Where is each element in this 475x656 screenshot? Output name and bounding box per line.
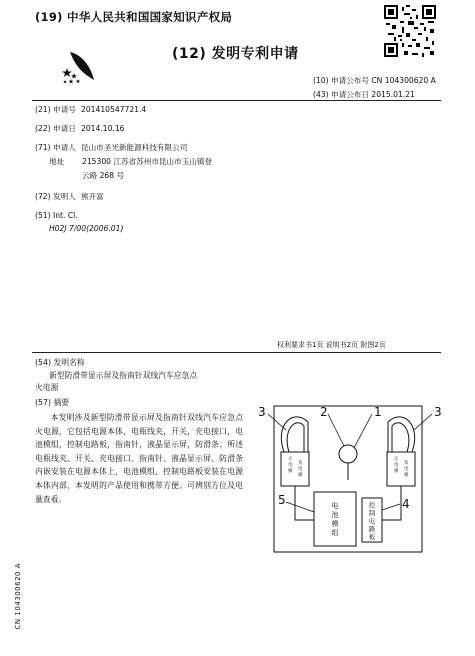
middle-divider <box>32 352 441 353</box>
callout-4: 4 <box>402 497 410 511</box>
field-label: (22) 申请日 <box>35 124 76 133</box>
field-label: 地址 <box>49 157 65 166</box>
right-clip-label-4: 电 <box>404 467 409 472</box>
invention-title-line-2: 火电源 <box>35 383 59 392</box>
device-diagram <box>248 400 452 556</box>
left-battery-clip <box>281 452 309 486</box>
right-clip-label-5: 极 <box>404 473 409 478</box>
control-board-char-1: 制 <box>368 509 376 517</box>
applicant-row <box>35 142 187 154</box>
qr-code <box>384 5 436 57</box>
address-line-1: 215300 江苏省苏州市昆山市玉山镇登 <box>82 157 213 166</box>
inventor: 熊开富 <box>81 192 104 201</box>
side-publication-number: CN 104300620 A <box>14 563 22 630</box>
inventor-row <box>35 191 104 203</box>
publication-info <box>313 74 436 101</box>
title-section <box>35 357 197 395</box>
field-label: (21) 申请号 <box>35 105 76 114</box>
field-label: (71) 申请人 <box>35 143 76 152</box>
right-clip-label-3: 负 <box>404 461 409 466</box>
applicant: 昆山市圣光新能源科技有限公司 <box>81 143 188 152</box>
application-number: 201410547721.4 <box>81 105 147 114</box>
field-label: (72) 发明人 <box>35 192 76 201</box>
publication-number: (10) 申请公布号 CN 104300620 A <box>313 76 436 85</box>
header-divider <box>32 100 441 101</box>
battery-module-char-2: 模 <box>331 520 339 528</box>
intcl-value: H02J 7/00(2006.01) <box>49 224 124 233</box>
right-battery-clip <box>387 452 415 486</box>
application-number-row <box>35 104 146 116</box>
address-line-2: 云路 268 号 <box>82 171 125 180</box>
right-clip-label-1: 电 <box>394 463 399 468</box>
left-clip-label-3: 负 <box>298 461 303 466</box>
control-board-char-2: 电 <box>368 517 376 525</box>
office-name: (19) 中华人民共和国国家知识产权局 <box>35 10 233 24</box>
left-clip-label-0: 正 <box>288 457 293 462</box>
left-clip-label-4: 电 <box>298 467 303 472</box>
left-clip-label-2: 极 <box>288 469 293 474</box>
left-clip-label-5: 极 <box>298 473 303 478</box>
battery-module-char-3: 组 <box>331 529 339 537</box>
abstract-text: 本发明涉及新型防滑带显示屏及指南针双线汽车应急点火电源，它包括电源本体，电瓶线夹，开关，充电接口，电池模组，控制电路板，指南针，液晶显示屏，防滑条；所述电瓶线夹、开关、充电接口、指南针、液晶显示屏、防滑条内嵌安装在电源本体上，电池模组、控制电路板安装在电源本体内部，本发明的产品使用和携带方便；可辨别方位及电量查看。 <box>35 413 243 504</box>
control-board-char-0: 控 <box>368 501 376 509</box>
publication-date: (43) 申请公布日 2015.01.21 <box>313 89 415 99</box>
callout-2: 2 <box>320 405 328 419</box>
intcl-label: (51) Int. Cl. <box>35 211 78 220</box>
address-row <box>49 156 212 168</box>
callout-5: 5 <box>278 493 286 507</box>
callout-3-left: 3 <box>258 405 266 419</box>
office-logo-icon <box>62 46 102 86</box>
left-clip-label-1: 电 <box>288 463 293 468</box>
abstract-label: (57) 摘要 <box>35 398 70 407</box>
application-date-row <box>35 123 124 135</box>
document-type: (12) 发明专利申请 <box>172 46 299 62</box>
right-clip-label-0: 正 <box>394 457 399 462</box>
title-label: (54) 发明名称 <box>35 358 85 367</box>
battery-module <box>314 492 356 546</box>
right-clip-label-2: 极 <box>394 469 399 474</box>
invention-title-line-1: 新型防滑带显示屏及指南针双线汽车应急点 <box>49 370 198 380</box>
callout-3-right: 3 <box>434 405 442 419</box>
control-board-char-4: 板 <box>368 533 376 541</box>
page-count-info: 权利要求书1页 说明书2页 附图2页 <box>277 341 386 349</box>
battery-module-char-0: 电 <box>331 502 339 510</box>
battery-module-char-1: 池 <box>331 511 339 519</box>
callout-1: 1 <box>374 405 382 419</box>
application-date: 2014.10.16 <box>81 124 125 133</box>
control-board-char-3: 路 <box>368 525 376 533</box>
